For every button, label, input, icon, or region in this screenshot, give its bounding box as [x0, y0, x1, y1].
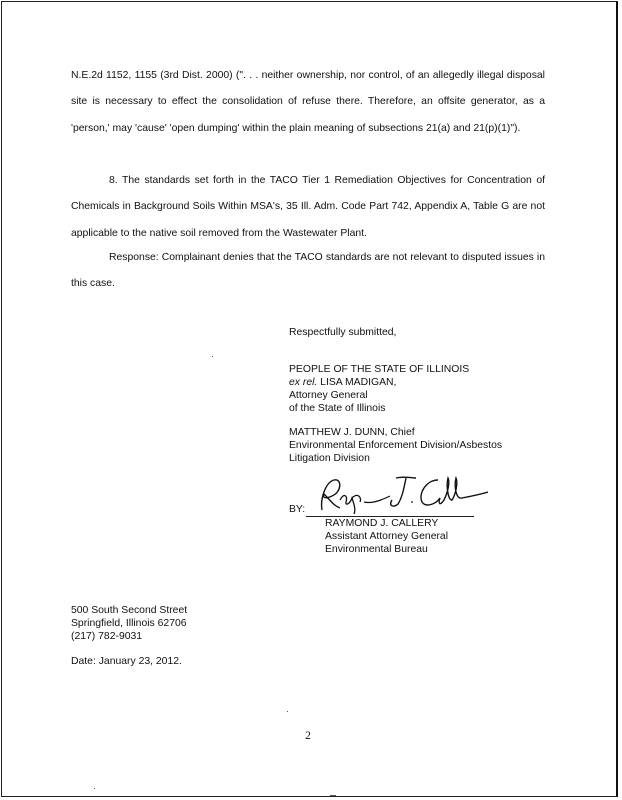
party-line-3: Attorney General	[289, 390, 368, 401]
paragraph-response: Response: Complainant denies that the TACO standards are not relevant to disputed issues in this case.	[71, 252, 545, 290]
scan-speck	[330, 795, 336, 796]
party-line-1: PEOPLE OF THE STATE OF ILLINOIS	[289, 364, 470, 375]
party-line-4: of the State of Illinois	[289, 403, 386, 414]
ex-rel-italic: ex rel.	[289, 377, 318, 388]
date-line: Date: January 23, 2012.	[71, 656, 182, 667]
scan-speck	[94, 788, 95, 789]
scan-speck	[287, 711, 288, 712]
paragraph-citation: N.E.2d 1152, 1155 (3rd Dist. 2000) (". . . neither ownership, nor control, of an allegedly illegal disposal site is necessary to effect the consolidation of refuse there. Therefore, an offsite generator, as a 'person,' may 'cause' 'open dumping' within the plain meaning of subsections 21(a) and 21(p)(1)").	[71, 70, 545, 134]
ex-rel-name: LISA MADIGAN,	[317, 377, 397, 388]
respectfully-submitted: Respectfully submitted,	[289, 327, 397, 338]
chief-block: MATTHEW J. DUNN, Chief Environmental Enforcement Division/Asbestos Litigation Division	[289, 427, 503, 464]
page-number: 2	[305, 730, 311, 742]
address-block: 500 South Second Street Springfield, Illinois 62706 (217) 782-9031	[71, 605, 188, 642]
scan-speck	[212, 356, 213, 357]
signer-block: RAYMOND J. CALLERY Assistant Attorney General Environmental Bureau	[325, 518, 449, 555]
paragraph-8: 8. The standards set forth in the TACO Tier 1 Remediation Objectives for Concentration of Chemicals in Background Soils Within MSA's, 35 Ill. Adm. Code Part 742, Appendix A, Table G are not applicable to the native soil removed from the Wastewater Plant.	[71, 175, 545, 239]
party-line-2	[289, 377, 396, 390]
by-label: BY:	[289, 504, 306, 515]
handwritten-signature	[312, 470, 488, 516]
signature-line	[306, 516, 474, 517]
